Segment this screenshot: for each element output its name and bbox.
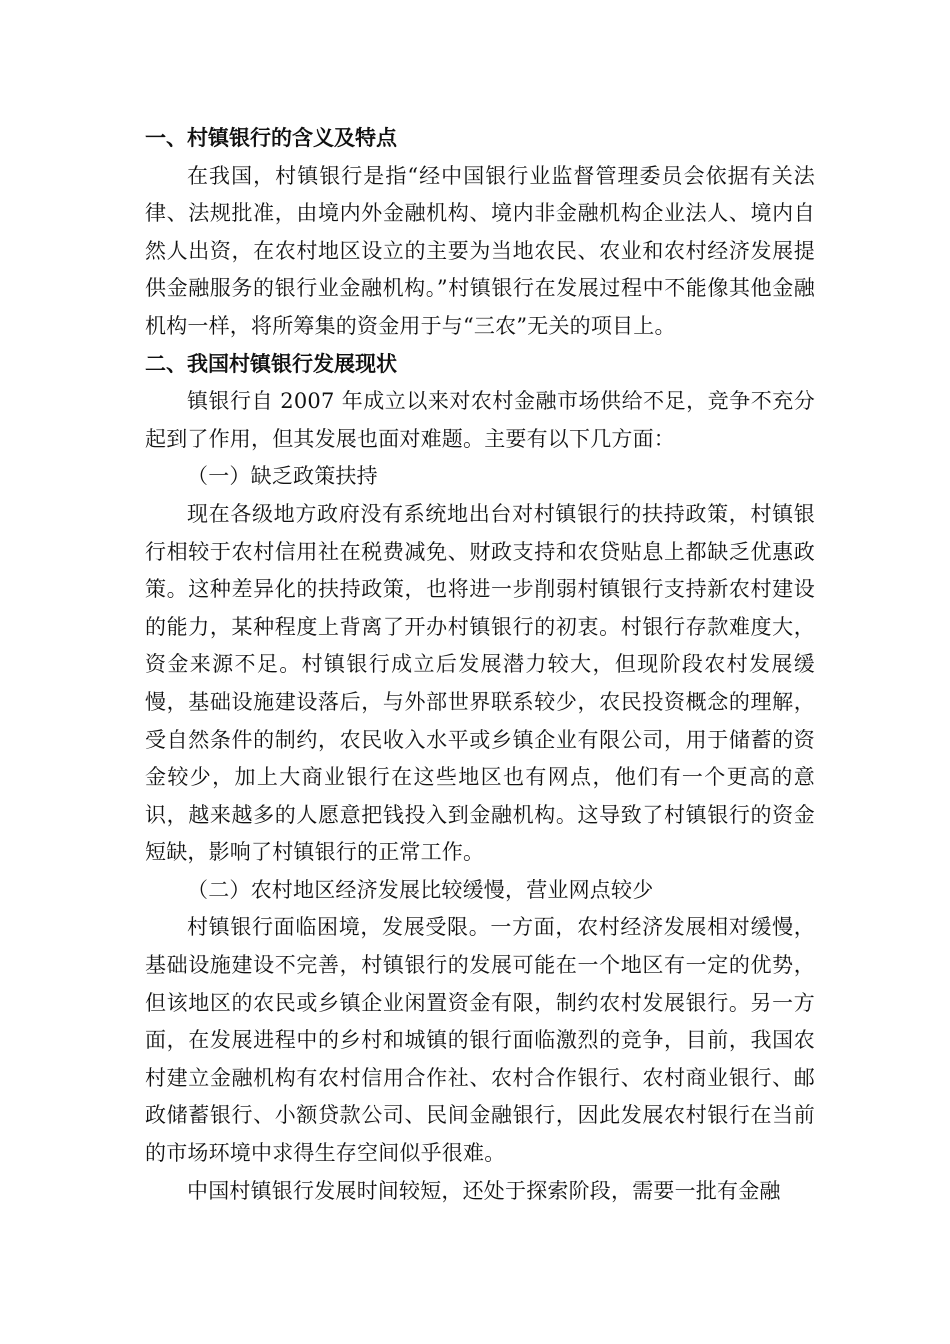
section-heading-1: 一、村镇银行的含义及特点 xyxy=(145,126,397,150)
paragraph-status-intro: 镇银行自 2007 年成立以来对农村金融市场供给不足，竞争不充分起到了作用，但其发展也面对难题。主要有以下几方面： xyxy=(145,389,815,451)
subheading-rural-economy: （二）农村地区经济发展比较缓慢，营业网点较少 xyxy=(187,877,654,902)
paragraph-definition: 在我国，村镇银行是指“经中国银行业监督管理委员会依据有关法律、法规批准，由境内外金融机构、境内非金融机构企业法人、境内自然人出资，在农村地区设立的主要为当地农民、农业和农村经济发展提供金融服务的银行业金融机构。”村镇银行在发展过程中不能像其他金融机构一样，将所筹集的资金用于与“三农”无关的项目上。 xyxy=(145,163,815,338)
paragraph-development-time: 中国村镇银行发展时间较短，还处于探索阶段，需要一批有金融 xyxy=(187,1178,781,1203)
document-body xyxy=(145,120,815,1210)
paragraph-policy-support: 现在各级地方政府没有系统地出台对村镇银行的扶持政策，村镇银行相较于农村信用社在税费减免、财政支持和农贷贴息上都缺乏优惠政策。这种差异化的扶持政策，也将进一步削弱村镇银行支持新农村建设的能力，某种程度上背离了开办村镇银行的初衷。村银行存款难度大，资金来源不足。村镇银行成立后发展潜力较大，但现阶段农村发展缓慢，基础设施建设落后，与外部世界联系较少，农民投资概念的理解，受自然条件的制约，农民收入水平或乡镇企业有限公司，用于储蓄的资金较少，加上大商业银行在这些地区也有网点，他们有一个更高的意识，越来越多的人愿意把钱投入到金融机构。这导致了村镇银行的资金短缺，影响了村镇银行的正常工作。 xyxy=(145,501,815,865)
section-heading-2: 二、我国村镇银行发展现状 xyxy=(145,351,397,376)
paragraph-rural-economy: 村镇银行面临困境，发展受限。一方面，农村经济发展相对缓慢，基础设施建设不完善，村镇银行的发展可能在一个地区有一定的优势，但该地区的农民或乡镇企业闲置资金有限，制约农村发展银行。另一方面，在发展进程中的乡村和城镇的银行面临激烈的竞争，目前，我国农村建立金融机构有农村信用合作社、农村合作银行、农村商业银行、邮政储蓄银行、小额贷款公司、民间金融银行，因此发展农村银行在当前的市场环境中求得生存空间似乎很难。 xyxy=(145,915,815,1166)
subheading-policy-support: （一）缺乏政策扶持 xyxy=(187,464,378,489)
